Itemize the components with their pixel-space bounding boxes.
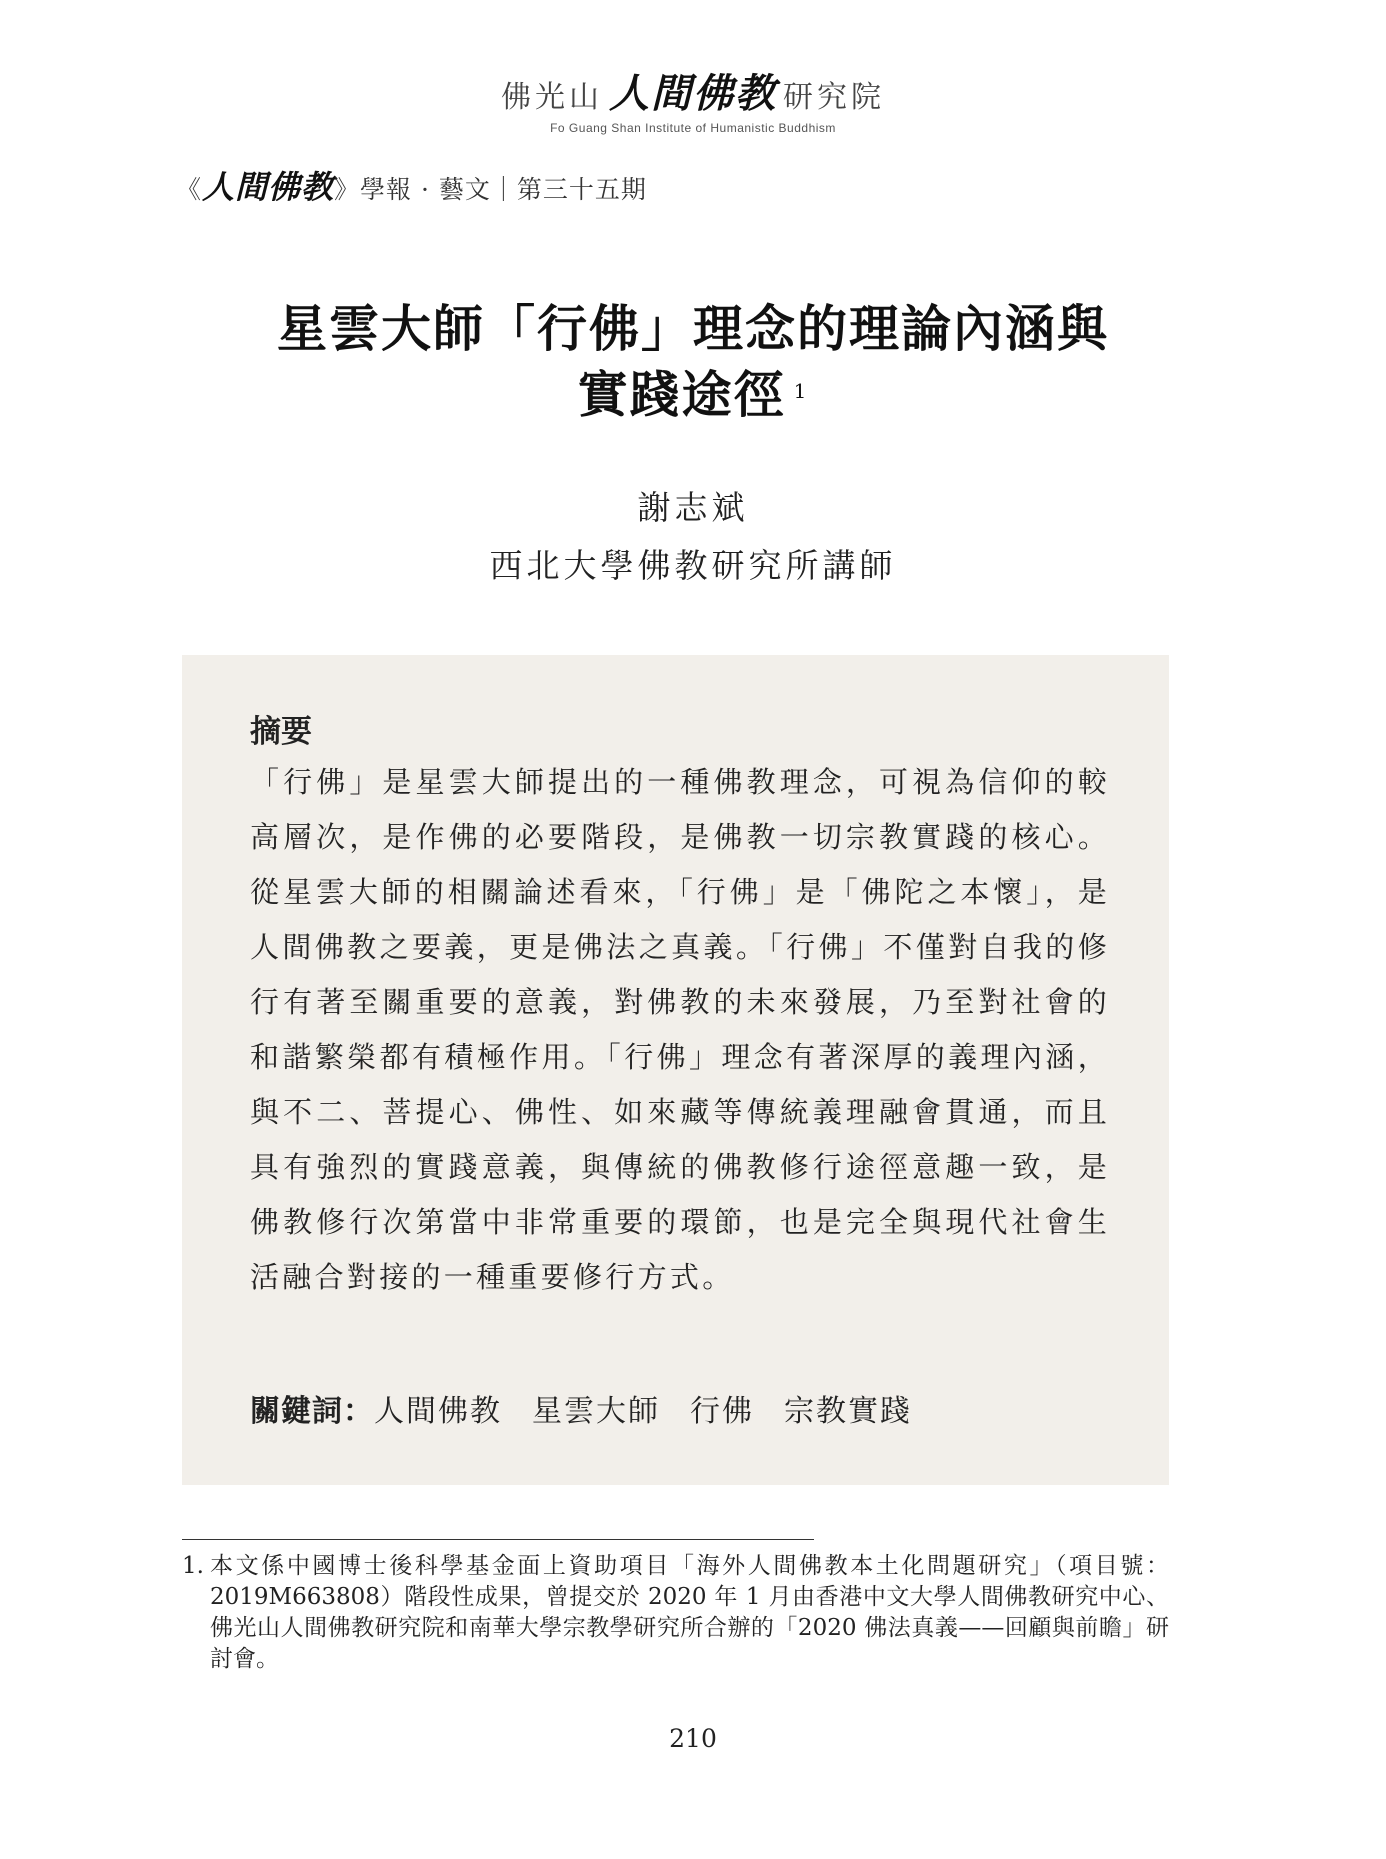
abstract-body: 「行佛」是星雲大師提出的一種佛教理念，可視為信仰的較高層次，是作佛的必要階段，是佛教一切宗教實踐的核心。從星雲大師的相關論述看來，「行佛」是「佛陀之本懷」，是人間佛教之要義，更是佛法之真義。「行佛」不僅對自我的修行有著至關重要的意義，對佛教的未來發展，乃至對社會的和諧繁榮都有積極作用。「行佛」理念有著深厚的義理內涵，與不二、菩提心、佛性、如來藏等傳統義理融會貫通，而且具有強烈的實踐意義，與傳統的佛教修行途徑意趣一致，是佛教修行次第當中非常重要的環節，也是完全與現代社會生活融合對接的一種重要修行方式。 — [250, 765, 1110, 1294]
author-name: 謝志斌 — [637, 488, 749, 527]
running-header-rest: 》學報 · 藝文｜第三十五期 — [334, 175, 647, 204]
footnote-divider — [182, 1539, 814, 1540]
keyword-item: 行佛 — [690, 1394, 754, 1429]
article-title — [0, 296, 1386, 428]
header-left-text: 佛光山 — [501, 80, 603, 115]
title-line-2: 實踐途徑 — [577, 365, 786, 424]
keyword-item: 人間佛教 — [374, 1394, 502, 1429]
footnote — [182, 1551, 1169, 1675]
page-header — [0, 62, 1386, 135]
keywords-label: 關鍵詞： — [250, 1394, 374, 1429]
keyword-item: 星雲大師 — [532, 1394, 660, 1429]
header-brand-logo-text: 人間佛教 — [609, 71, 777, 117]
keyword-item: 宗教實踐 — [784, 1394, 912, 1429]
header-institute-name — [0, 62, 1386, 119]
running-header-brand: 人間佛教 — [202, 168, 335, 206]
running-header — [176, 162, 647, 208]
keywords-line — [250, 1386, 942, 1430]
running-header-open: 《 — [176, 175, 203, 204]
page-number: 210 — [669, 1724, 717, 1753]
title-footnote-mark[interactable]: 1 — [793, 379, 809, 403]
header-right-text: 研究院 — [783, 80, 885, 115]
footnote-text: 本文係中國博士後科學基金面上資助項目「海外人間佛教本土化問題研究」（項目號：2019M663808）階段性成果，曾提交於 2020 年 1 月由香港中文大學人間佛教研究中心、佛光山人間佛教研究院和南華大學宗教學研究所合辦的「2020 佛法真義——回顧與前瞻」研討會。 — [210, 1553, 1169, 1672]
abstract-heading: 摘要 — [250, 714, 312, 750]
footnote-number: 1. — [182, 1553, 204, 1579]
title-line-2-wrap — [0, 362, 1386, 428]
header-english-subtitle: Fo Guang Shan Institute of Humanistic Buddhism — [550, 121, 836, 135]
author-affiliation: 西北大學佛教研究所講師 — [489, 546, 897, 585]
title-line-1: 星雲大師「行佛」理念的理論內涵與 — [277, 299, 1109, 358]
